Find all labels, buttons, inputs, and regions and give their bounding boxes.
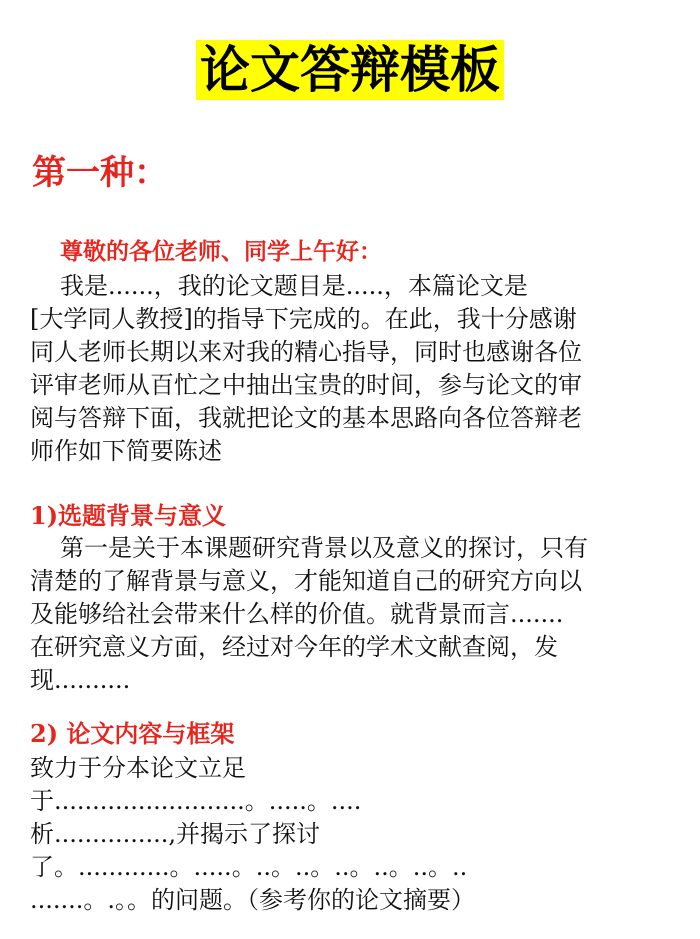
intro-line: 阅与答辩下面，我就把论文的基本思路向各位答辩老 xyxy=(30,404,582,432)
heading-background: 1)选题背景与意义 xyxy=(30,501,227,530)
background-line: 清楚的了解背景与意义，才能知道自己的研究方向以 xyxy=(30,567,582,595)
intro-line: 师作如下简要陈述 xyxy=(30,437,222,465)
intro-line: 我是......，我的论文题目是.....，本篇论文是 xyxy=(60,272,528,300)
page-title: 论文答辩模板 xyxy=(196,40,504,100)
heading-content: 2) 论文内容与框架 xyxy=(30,719,235,748)
content-line: 了。............。.....。..。..。..。..。..。.. xyxy=(30,853,468,881)
background-line: 及能够给社会带来什么样的价值。就背景而言....... xyxy=(30,600,564,628)
section-title: 第一种： xyxy=(32,153,168,193)
intro-line: 同人老师长期以来对我的精心指导，同时也感谢各位 xyxy=(30,338,582,366)
title-wrap xyxy=(0,40,700,100)
background-line: 现.......... xyxy=(30,666,131,694)
intro-line: 评审老师从百忙之中抽出宝贵的时间，参与论文的审 xyxy=(30,371,582,399)
intro-line: [大学同人教授]的指导下完成的。在此，我十分感谢 xyxy=(30,305,577,333)
content-line: 析...............,并揭示了探讨 xyxy=(30,820,321,848)
background-line: 第一是关于本课题研究背景以及意义的探讨，只有 xyxy=(60,534,588,562)
content-line: .......。.。。的问题。（参考你的论文摘要） xyxy=(30,886,476,914)
content-line: 于.........................。.....。.... xyxy=(30,787,362,815)
background-line: 在研究意义方面，经过对今年的学术文献查阅，发 xyxy=(30,633,558,661)
background-paragraph xyxy=(30,532,670,697)
intro-paragraph xyxy=(30,270,670,468)
content-paragraph xyxy=(30,752,670,917)
content-line: 致力于分本论文立足 xyxy=(30,754,246,782)
greeting: 尊敬的各位老师、同学上午好： xyxy=(60,238,382,265)
